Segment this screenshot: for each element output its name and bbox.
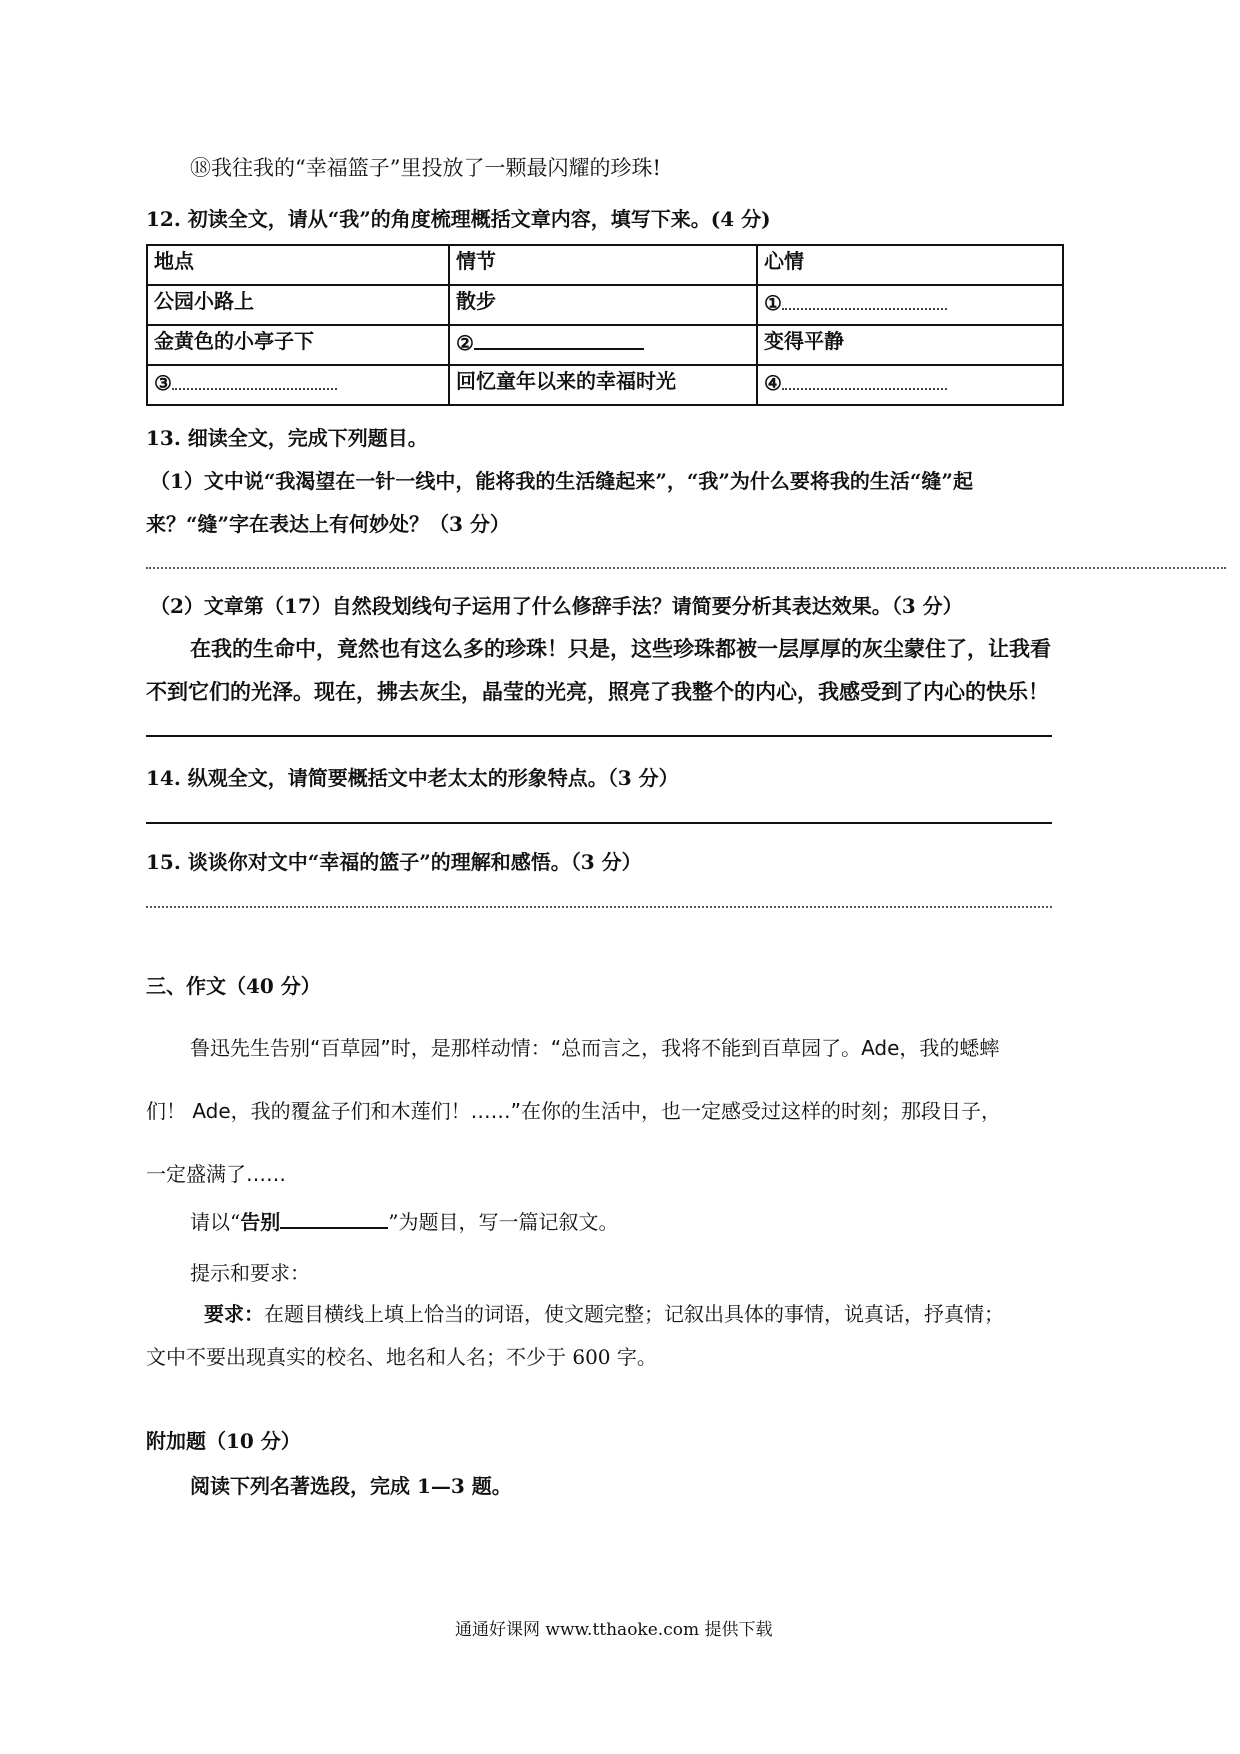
title-word: 告别	[240, 1210, 281, 1234]
title-suffix: ”为题目，写一篇记叙文。	[388, 1210, 619, 1234]
question-12-prompt: 12. 初读全文，请从“我”的角度梳理概括文章内容，填写下来。(4 分)	[146, 207, 771, 231]
table-row	[147, 285, 1063, 325]
bonus-prompt: 阅读下列名著选段，完成 1—3 题。	[190, 1474, 512, 1498]
table-cell-blank[interactable]	[757, 365, 1063, 405]
answer-blank[interactable]	[474, 326, 644, 350]
page-footer: 通通好课网 www.tthaoke.com 提供下载	[455, 1620, 773, 1640]
question-14-prompt: 14. 纵观全文，请简要概括文中老太太的形象特点。（3 分）	[146, 766, 679, 790]
requirements-line-2: 文中不要出现真实的校名、地名和人名；不少于 600 字。	[146, 1345, 657, 1369]
table-cell-blank[interactable]	[147, 365, 449, 405]
essay-intro-line-2: 们！ Ade，我的覆盆子们和木莲们！……”在你的生活中，也一定感受过这样的时刻；那段日子，	[146, 1099, 1002, 1123]
essay-intro-line-1: 鲁迅先生告别“百草园”时，是那样动情：“总而言之，我将不能到百草园了。Ade，我的蟋蟀	[190, 1036, 1000, 1060]
answer-line[interactable]	[146, 906, 1052, 908]
bonus-heading: 附加题（10 分）	[146, 1429, 301, 1453]
essay-heading: 三、作文（40 分）	[146, 974, 321, 998]
table-cell: 散步	[449, 285, 757, 325]
requirements-label: 要求：	[204, 1302, 264, 1326]
blank-label: ④	[764, 371, 782, 395]
answer-blank[interactable]	[172, 366, 337, 390]
question-13-2-prompt: （2）文章第（17）自然段划线句子运用了什么修辞手法？请简要分析其表达效果。（3 分）	[150, 594, 963, 618]
answer-blank[interactable]	[782, 366, 947, 390]
answer-line[interactable]	[146, 567, 1226, 569]
paragraph-18: ⑱我往我的“幸福篮子”里投放了一颗最闪耀的珍珠!	[190, 156, 661, 180]
table-cell-blank[interactable]	[757, 285, 1063, 325]
essay-intro-line-3: 一定盛满了……	[146, 1162, 286, 1186]
table-header-cell: 心情	[757, 245, 1063, 285]
essay-title-instruction	[190, 1206, 618, 1235]
table-row	[147, 325, 1063, 365]
blank-label: ①	[764, 291, 782, 315]
requirements-text: 在题目横线上填上恰当的词语，使文题完整；记叙出具体的事情，说真话，抒真情；	[264, 1302, 1004, 1326]
quoted-sentence-line-2: 不到它们的光泽。现在，拂去灰尘，晶莹的光亮，照亮了我整个的内心，我感受到了内心的快乐！	[146, 679, 1049, 704]
table-row	[147, 365, 1063, 405]
summary-table	[146, 244, 1064, 406]
blank-label: ②	[456, 331, 474, 355]
question-15-prompt: 15. 谈谈你对文中“幸福的篮子”的理解和感悟。（3 分）	[146, 850, 642, 874]
table-header-row	[147, 245, 1063, 285]
answer-blank[interactable]	[782, 286, 947, 310]
title-blank[interactable]	[280, 1207, 388, 1229]
table-cell: 回忆童年以来的幸福时光	[449, 365, 757, 405]
answer-line[interactable]	[146, 735, 1052, 737]
quoted-sentence-line-1: 在我的生命中，竟然也有这么多的珍珠！只是，这些珍珠都被一层厚厚的灰尘蒙住了，让我看	[190, 636, 1051, 661]
hint-label: 提示和要求：	[190, 1261, 310, 1285]
answer-line[interactable]	[146, 822, 1052, 824]
table-header-cell: 情节	[449, 245, 757, 285]
table-cell: 变得平静	[757, 325, 1063, 365]
table-cell: 金黄色的小亭子下	[147, 325, 449, 365]
requirements-line-1	[204, 1298, 1004, 1327]
question-13-1-line-2: 来？“缝”字在表达上有何妙处？（3 分）	[146, 512, 510, 536]
table-cell: 公园小路上	[147, 285, 449, 325]
table-cell-blank[interactable]	[449, 325, 757, 365]
blank-label: ③	[154, 371, 172, 395]
question-13-1-line-1: （1）文中说“我渴望在一针一线中，能将我的生活缝起来”，“我”为什么要将我的生活“缝”起	[150, 469, 973, 493]
question-13-prompt: 13. 细读全文，完成下列题目。	[146, 426, 428, 450]
title-prefix: 请以“	[190, 1210, 241, 1234]
table-header-cell: 地点	[147, 245, 449, 285]
